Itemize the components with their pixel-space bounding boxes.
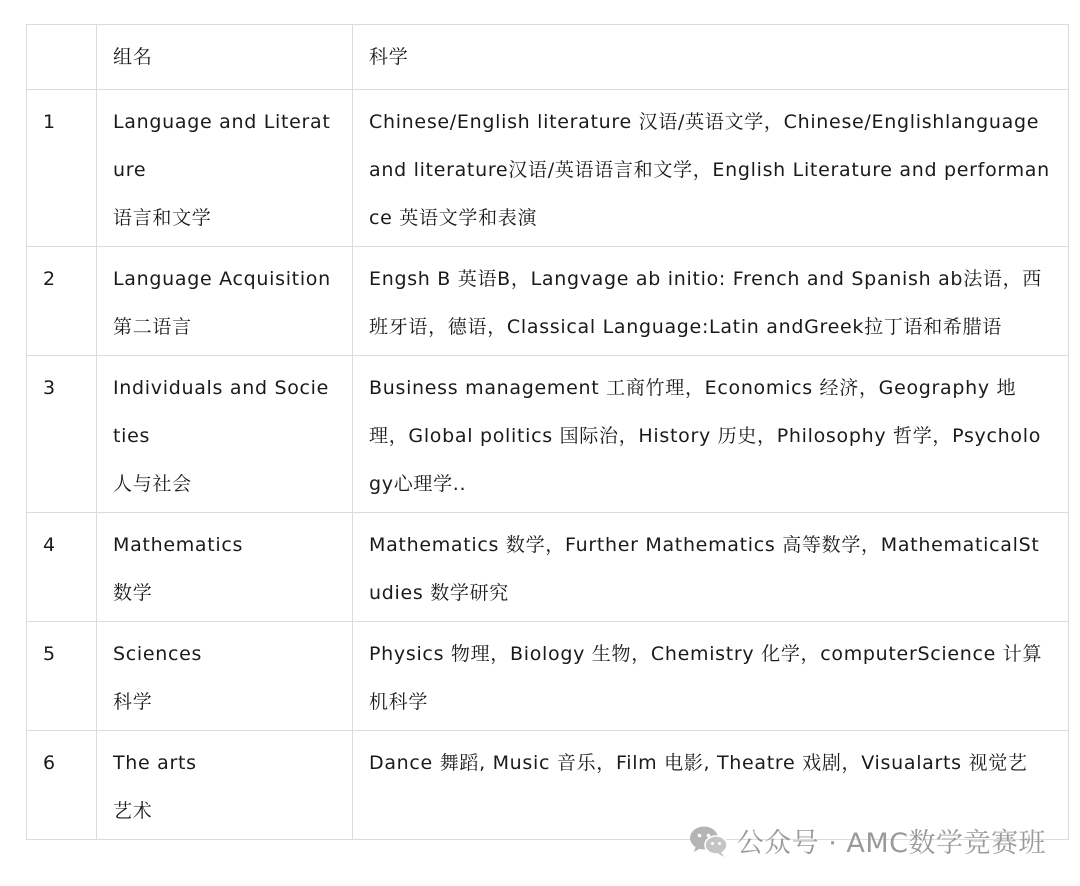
header-cell-group-name: 组名	[97, 25, 353, 90]
group-name-cell	[97, 356, 353, 513]
subjects-cell: Dance 舞蹈, Music 音乐，Film 电影, Theatre 戏剧，Visualarts 视觉艺	[353, 731, 1069, 840]
group-name-zh: 数学	[113, 582, 153, 604]
watermark	[689, 821, 1046, 860]
table-row	[27, 356, 1069, 513]
header-cell-index	[27, 25, 97, 90]
row-number: 6	[27, 731, 97, 840]
group-name-en: Language Acquisition	[113, 268, 331, 290]
group-name-zh: 第二语言	[113, 316, 192, 338]
subjects-cell: Chinese/English literature 汉语/英语文学，Chinese/Englishlanguage and literature汉语/英语语言和文学，English Literature and performance 英语文学和表演	[353, 90, 1069, 247]
group-name-cell	[97, 513, 353, 622]
ib-subject-groups-table	[26, 24, 1069, 840]
group-name-en: The arts	[113, 752, 197, 774]
subjects-cell: Mathematics 数学，Further Mathematics 高等数学，MathematicalStudies 数学研究	[353, 513, 1069, 622]
group-name-zh: 语言和文学	[113, 207, 212, 229]
row-number: 1	[27, 90, 97, 247]
group-name-en: Language and Literature	[113, 111, 331, 181]
group-name-cell	[97, 90, 353, 247]
group-name-zh: 人与社会	[113, 473, 192, 495]
table-row	[27, 622, 1069, 731]
watermark-text: 公众号 · AMC数学竞赛班	[736, 828, 1046, 859]
group-name-cell	[97, 622, 353, 731]
wechat-icon	[689, 824, 729, 858]
subjects-cell: Physics 物理，Biology 生物，Chemistry 化学，computerScience 计算机科学	[353, 622, 1069, 731]
table-row	[27, 513, 1069, 622]
row-number: 3	[27, 356, 97, 513]
group-name-zh: 科学	[113, 691, 153, 713]
table-header-row	[27, 25, 1069, 90]
group-name-cell	[97, 247, 353, 356]
group-name-en: Sciences	[113, 643, 203, 665]
table-row	[27, 90, 1069, 247]
group-name-zh: 艺术	[113, 800, 153, 822]
group-name-en: Individuals and Societies	[113, 377, 330, 447]
header-cell-subjects: 科学	[353, 25, 1069, 90]
subjects-cell: Engsh B 英语B，Langvage ab initio: French and Spanish ab法语，西班牙语，德语，Classical Language:Latin andGreek拉丁语和希腊语	[353, 247, 1069, 356]
row-number: 5	[27, 622, 97, 731]
subjects-cell: Business management 工商竹理，Economics 经济，Geography 地理，Global politics 国际治，History 历史，Philosophy 哲学，Psychology心理学..	[353, 356, 1069, 513]
group-name-en: Mathematics	[113, 534, 244, 556]
row-number: 2	[27, 247, 97, 356]
table-row	[27, 247, 1069, 356]
group-name-cell	[97, 731, 353, 840]
row-number: 4	[27, 513, 97, 622]
